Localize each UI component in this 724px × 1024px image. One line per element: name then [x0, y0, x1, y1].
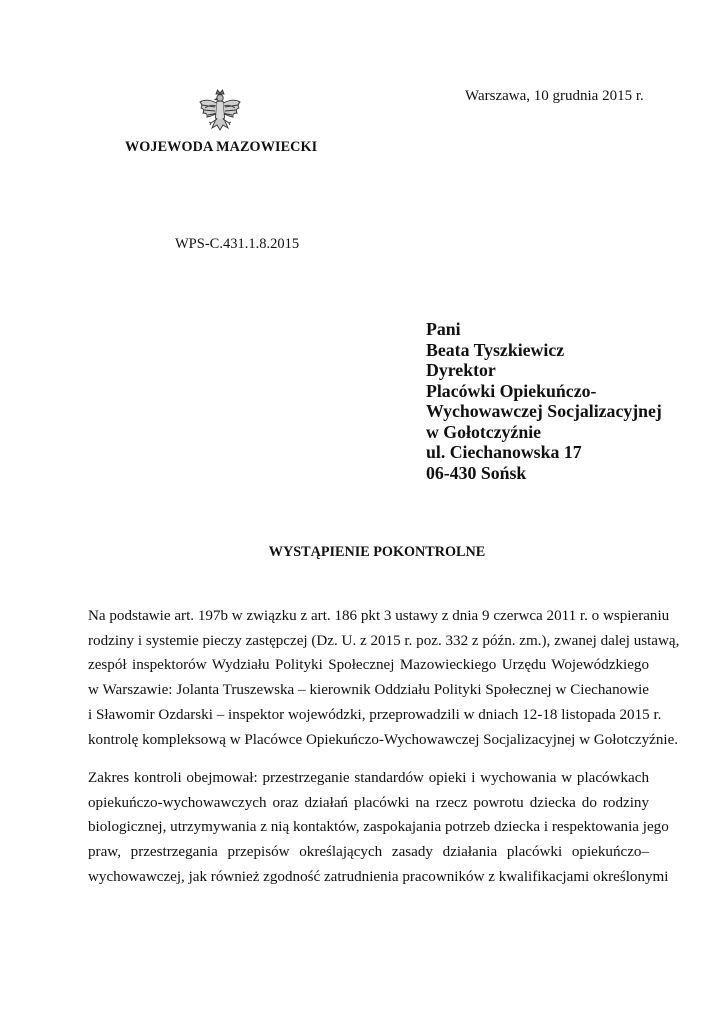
issuing-authority: WOJEWODA MAZOWIECKI: [125, 139, 318, 155]
paragraph-line: opiekuńczo-wychowawczych oraz działań placówki na rzecz powrotu dziecka do rodziny: [88, 794, 649, 811]
paragraph-line: Zakres kontroli obejmował: przestrzeganie standardów opieki i wychowania w placówkach: [88, 770, 649, 786]
recipient-name: Beata Tyszkiewicz: [426, 339, 565, 360]
place-and-date: Warszawa, 10 grudnia 2015 r.: [465, 88, 644, 104]
recipient-salutation: Pani: [426, 319, 461, 339]
recipient-institution-line-2: Wychowawczej Socjalizacyjnej: [426, 401, 662, 421]
paragraph-line: zespół inspektorów Wydziału Polityki Społecznej Mazowieckiego Urzędu Wojewódzkiego: [88, 657, 649, 674]
paragraph-line: wychowawczej, jak również zgodność zatrudnienia pracowników z kwalifikacjami określonymi: [88, 868, 669, 885]
paragraph-line: kontrolę kompleksową w Placówce Opiekuńczo-Wychowawczej Socjalizacyjnej w Gołotczyźnie.: [88, 731, 679, 748]
polish-eagle-emblem-icon: [197, 88, 243, 140]
recipient-locality: w Gołotczyźnie: [426, 421, 542, 442]
paragraph-line: w Warszawie: Jolanta Truszewska – kierownik Oddziału Polityki Społecznej w Ciechanowie: [88, 682, 649, 699]
paragraph-line: biologicznej, utrzymywania z nią kontaktów, zaspokajania potrzeb dziecka i respektowania jego: [88, 819, 669, 836]
body-paragraph-1: [88, 604, 680, 752]
recipient-position: Dyrektor: [426, 360, 496, 380]
document-title: WYSTĄPIENIE POKONTROLNE: [268, 544, 486, 560]
body-paragraph-2: [88, 766, 669, 890]
paragraph-line: rodziny i systemie pieczy zastępczej (Dz. U. z 2015 r. poz. 332 z późn. zm.), zwanej dalej ustawą,: [88, 632, 680, 649]
paragraph-line: i Sławomir Ozdarski – inspektor wojewódzki, przeprowadzili w dniach 12-18 listopada 2015 r.: [88, 706, 662, 723]
reference-number: WPS-C.431.1.8.2015: [175, 236, 300, 252]
recipient-address-block: [426, 319, 662, 483]
recipient-postal-city: 06-430 Sońsk: [426, 462, 527, 483]
paragraph-line: Na podstawie art. 197b w związku z art. 186 pkt 3 ustawy z dnia 9 czerwca 2011 r. o wspieraniu: [88, 608, 670, 624]
recipient-institution-line-1: Placówki Opiekuńczo-: [426, 380, 597, 401]
paragraph-line: praw, przestrzegania przepisów określających zasady działania placówki opiekuńczo–: [88, 844, 649, 861]
recipient-street: ul. Ciechanowska 17: [426, 442, 582, 462]
